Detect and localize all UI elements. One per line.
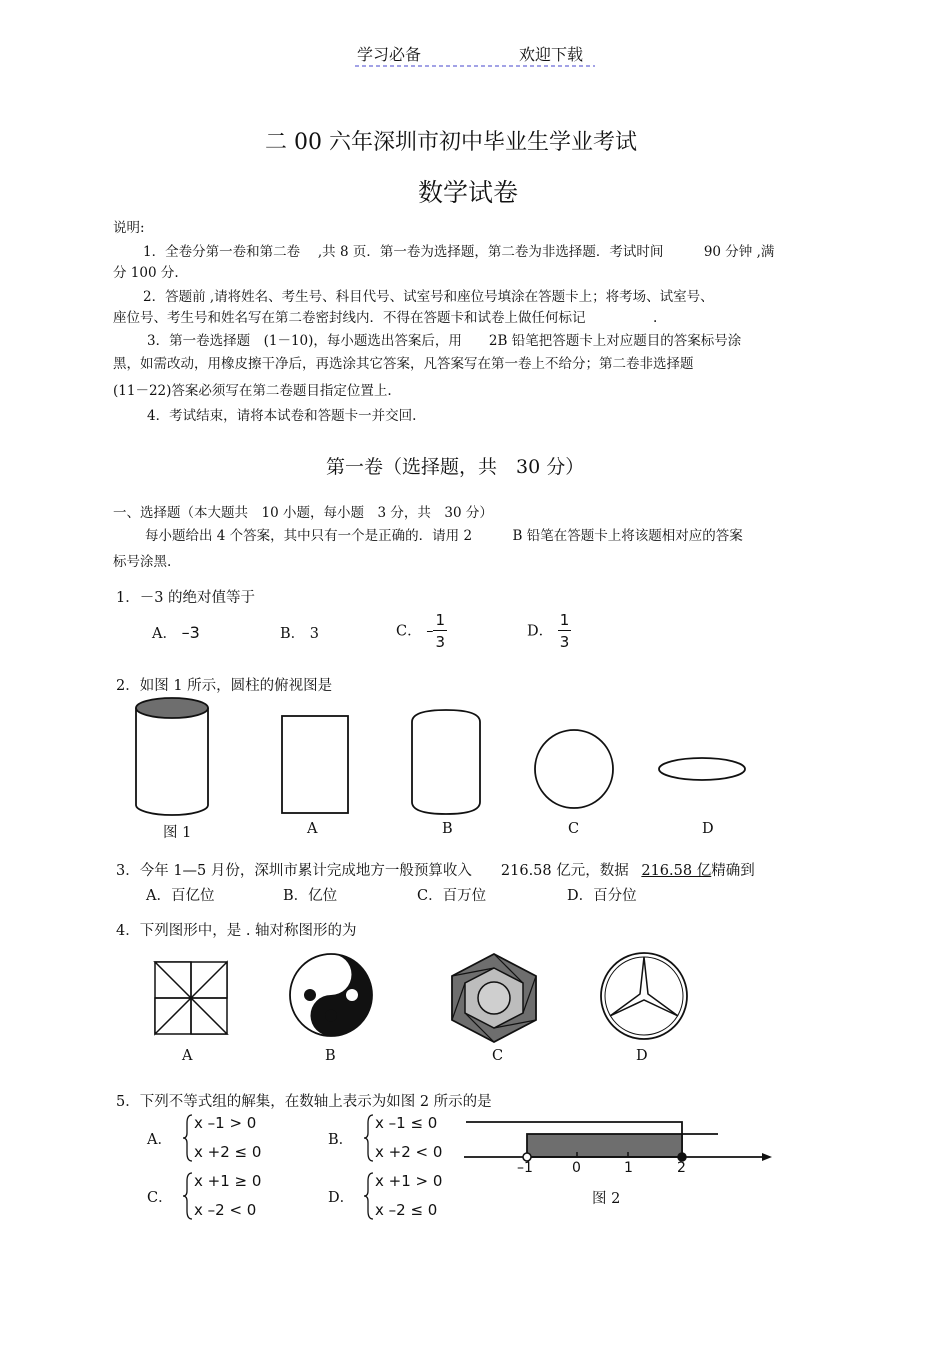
- q4-label-b: B: [325, 1048, 336, 1064]
- q5-c-label: C．: [147, 1190, 173, 1206]
- q2-label-fig1: 图 1: [163, 825, 192, 841]
- note-3b: 黑，如需改动，用橡皮擦干净后，再选涂其它答案，凡答案写在第一卷上不给分；第二卷非选择题: [113, 356, 694, 372]
- pinwheel-figure: [155, 962, 227, 1034]
- q5-b-label: B．: [328, 1132, 354, 1148]
- cylinder-figure: [136, 698, 208, 815]
- exam-title: 二 00 六年深圳市初中毕业生学业考试: [265, 130, 637, 155]
- note-3a: 3．第一卷选择题 (1－10)，每小题选出答案后，用 2B 铅笔把答题卡上对应题目的答案标号涂: [147, 333, 742, 349]
- q2-label-d: D: [702, 821, 714, 837]
- axis-label-2: 2: [677, 1160, 686, 1176]
- axis-arrow: [762, 1153, 772, 1161]
- notes-label: 说明:: [113, 220, 145, 236]
- axis-label-0: 0: [572, 1160, 581, 1176]
- q5-c-brace: [182, 1171, 194, 1221]
- star-circle-figure: [601, 953, 687, 1039]
- axis-label-1: 1: [624, 1160, 633, 1176]
- q5-b-line1: x –1 ≤ 0: [375, 1114, 438, 1132]
- q2-label-a: A: [307, 821, 318, 837]
- q1-a-label: A．: [152, 626, 177, 642]
- q1-option-c: [396, 610, 447, 653]
- q3-option-d: D．百分位: [567, 888, 637, 904]
- q3-stem-underlined: 216.58 亿: [641, 863, 712, 879]
- circle-figure: [535, 730, 613, 808]
- note-2b: 座位号、考生号和姓名写在第二卷密封线内．不得在答题卡和试卷上做任何标记 .: [113, 310, 658, 326]
- section1-desc-1: 每小题给出 4 个答案，其中只有一个是正确的．请用 2 B 铅笔在答题卡上将该题相对应的答案: [145, 528, 743, 544]
- fig2-label: 图 2: [592, 1191, 621, 1207]
- ellipse-figure: [659, 758, 745, 780]
- q3-option-c: C．百万位: [417, 888, 487, 904]
- number-line-figure: [460, 1112, 780, 1182]
- q5-b-brace: [363, 1113, 375, 1163]
- q2-label-c: C: [568, 821, 580, 837]
- note-1b: 分 100 分.: [113, 265, 179, 281]
- yin-yang-figure: [290, 954, 372, 1036]
- q1-c-label: C．: [396, 623, 422, 640]
- q5-c-line2: x –2 < 0: [194, 1201, 257, 1219]
- q1-d-label: D．: [527, 623, 554, 640]
- q3-stem: [116, 859, 755, 880]
- note-1a: 1．全卷分第一卷和第二卷 ,共 8 页．第一卷为选择题，第二卷为非选择题．考试时间 90 分钟 ,满: [143, 244, 775, 260]
- q1-option-a: [152, 622, 200, 643]
- q5-b-line2: x +2 < 0: [375, 1143, 443, 1161]
- exam-subtitle: 数学试卷: [418, 178, 519, 207]
- q5-a-line1: x –1 > 0: [194, 1114, 257, 1132]
- q2-stem: 2．如图 1 所示，圆柱的俯视图是: [116, 678, 333, 694]
- q3-stem-a: 3．今年 1—5 月份，深圳市累计完成地方一般预算收入 216.58 亿元，数据: [116, 863, 629, 879]
- q1-b-label: B．: [280, 626, 306, 642]
- q4-label-d: D: [636, 1048, 648, 1064]
- q5-d-line1: x +1 > 0: [375, 1172, 443, 1190]
- note-2a: 2．答题前 ,请将姓名、考生号、科目代号、试室号和座位号填涂在答题卡上；将考场、试室号、: [143, 289, 714, 305]
- q5-d-label: D．: [328, 1190, 355, 1206]
- q4-stem: 4．下列图形中，是 . 轴对称图形的为: [116, 923, 357, 939]
- section1-heading: 一、选择题（本大题共 10 小题，每小题 3 分，共 30 分）: [113, 505, 493, 521]
- q1-c-denominator: 3: [435, 633, 446, 651]
- q3-option-a: A．百亿位: [146, 888, 215, 904]
- note-3c: (11－22)答案必须写在第二卷题目指定位置上.: [113, 383, 392, 399]
- q5-stem: 5．下列不等式组的解集，在数轴上表示为如图 2 所示的是: [116, 1094, 492, 1110]
- header-dashed-line: [355, 64, 595, 68]
- q1-option-d: [527, 610, 571, 653]
- q2-label-b: B: [442, 821, 453, 837]
- axis-label-minus1: –1: [517, 1160, 533, 1176]
- q4-label-a: A: [182, 1048, 193, 1064]
- hexagon-figure: [452, 954, 536, 1042]
- q1-a-value: –3: [181, 623, 200, 642]
- section1-desc-2: 标号涂黑.: [113, 554, 172, 570]
- q1-option-b: [280, 622, 319, 643]
- rectangle-figure: [282, 716, 348, 813]
- q2-figures: [120, 692, 770, 822]
- q5-c-line1: x +1 ≥ 0: [194, 1172, 262, 1190]
- q1-d-numerator: 1: [559, 611, 570, 629]
- capsule-figure: [412, 710, 480, 814]
- header-right: 欢迎下载: [519, 45, 584, 64]
- q4-label-c: C: [492, 1048, 504, 1064]
- q5-a-label: A．: [147, 1132, 172, 1148]
- q5-d-brace: [363, 1171, 375, 1221]
- q3-option-b: B．亿位: [283, 888, 338, 904]
- q1-d-fraction: [558, 610, 572, 653]
- q1-c-numerator: 1: [435, 611, 446, 629]
- header-left: 学习必备: [357, 45, 422, 64]
- q1-c-fraction: [433, 610, 447, 653]
- q1-b-value: 3: [309, 626, 319, 642]
- q1-stem: 1．－3 的绝对值等于: [116, 590, 256, 606]
- q5-a-brace: [182, 1113, 194, 1163]
- q5-d-line2: x –2 ≤ 0: [375, 1201, 438, 1219]
- shaded-solution-region: [527, 1134, 682, 1157]
- q3-stem-b: 精确到: [711, 863, 755, 879]
- section1-title: 第一卷（选择题，共 30 分）: [326, 456, 585, 478]
- q1-d-denominator: 3: [559, 633, 570, 651]
- note-4: 4．考试结束，请将本试卷和答题卡一并交回.: [147, 408, 417, 424]
- q4-figures: [145, 950, 705, 1045]
- q1-c-sign: –: [426, 623, 434, 640]
- q5-a-line2: x +2 ≤ 0: [194, 1143, 262, 1161]
